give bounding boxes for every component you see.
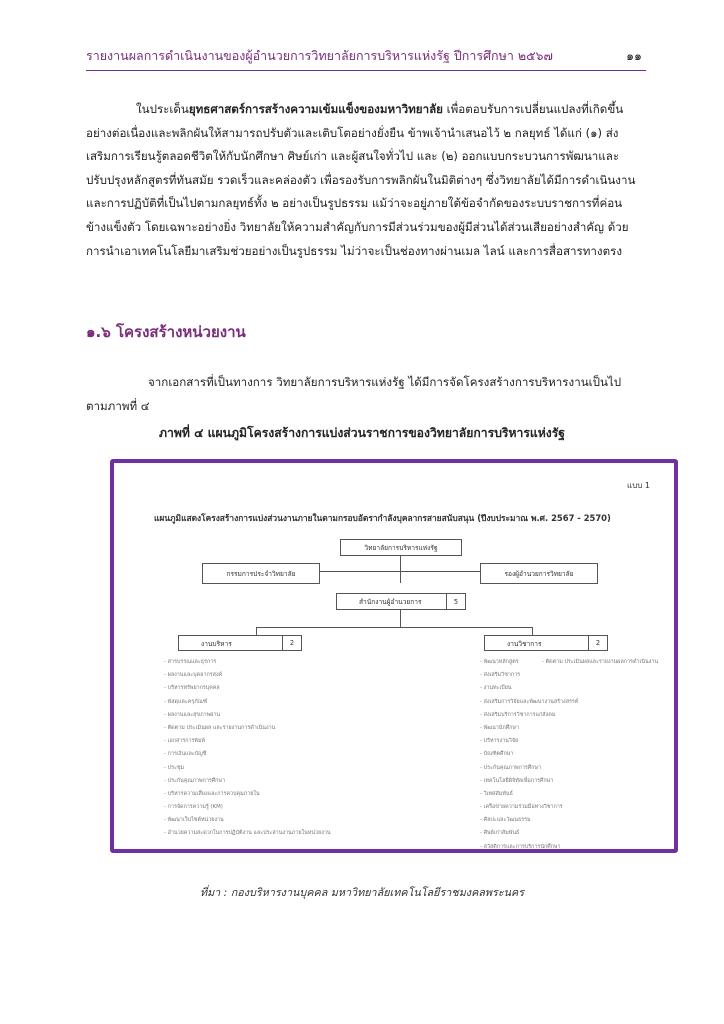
list-item: - พัฒนาเว็บไซต์หน่วยงาน <box>164 817 224 824</box>
running-header <box>86 46 642 72</box>
list-item: - สวัสดิการและการบริการนักศึกษา <box>480 843 561 850</box>
list-item: - พัสดุและครุภัณฑ์ <box>164 698 208 705</box>
intro-rest: เพื่อตอบรับการเปลี่ยนแปลงที่เกิดขึ้นอย่างต่อเนื่องและพลิกผันให้สามารถปรับตัวและเติบโตอย่างยั่งยืน ข้าพเจ้านำเสนอไว้ ๒ กลยุทธ์ ได้แก่ (๑) ส่งเสริมการเรียนรู้ตลอดชีวิตให้กับนักศึกษา ศิษย์เก่า และผู้สนใจทั่วไป และ (๒) ออกแบบกระบวนการพัฒนาและปรับปรุงหลักสูตรที่ทันสมัย รวดเร็วและคล่องตัว เพื่อรองรับการพลิกผันในมิติต่างๆ ซึ่งวิทยาลัยได้มีการดำเนินงานและการปฏิบัติที่เป็นไปตามกลยุทธ์ทั้ง ๒ อย่างเป็นรูปธรรม แม้ว่าจะอยู่ภายใต้ข้อจำกัดของระบบราชการที่ค่อนข้างแข็งตัว โดยเฉพาะอย่างยิ่ง วิทยาลัยให้ความสำคัญกับการมีส่วนร่วมของผู้มีส่วนได้ส่วนเสียอย่างสำคัญ ด้วยการนำเอาเทคโนโลยีมาเสริมช่วยอย่างเป็นรูปธรรม ไม่ว่าจะเป็นช่องทางผ่านเมล ไลน์ และการสื่อสารทางตรง <box>86 102 636 258</box>
list-item: - บริหารความเสี่ยงและการควบคุมภายใน <box>164 790 260 797</box>
org-box-college-label: วิทยาลัยการบริหารแห่งรัฐ <box>364 544 438 552</box>
list-item: - เทคโนโลยีดิจิทัลเพื่อการศึกษา <box>480 777 554 784</box>
list-item: - การเงินและบัญชี <box>164 751 207 758</box>
intro-bold-phrase: ยุทธศาสตร์การสร้างความเข้มแข็งของมหาวิทยาลัย <box>188 102 443 116</box>
org-box-admin-label: งานบริหาร <box>201 639 232 648</box>
org-box-deputy <box>480 563 598 584</box>
admin-task-list <box>164 656 331 841</box>
list-item: - อำนวยความสะดวกในการปฏิบัติงาน และประสานงานภายในหน่วยงาน <box>164 830 331 837</box>
org-box-office-count: 5 <box>446 593 466 610</box>
list-item: - ติดตาม ประเมินผล และรายงานการดำเนินงาน <box>164 724 276 731</box>
list-item: - การจัดการความรู้ (KM) <box>164 804 223 811</box>
form-label: แบบ 1 <box>627 481 650 490</box>
list-item: - เอกสารการพิมพ์ <box>164 738 206 745</box>
header-divider <box>86 70 646 71</box>
org-chart-figure <box>110 459 678 853</box>
list-item: - เครือข่ายความร่วมมือทางวิชาการ <box>480 804 563 811</box>
page-number: ๑๑ <box>626 48 642 63</box>
list-item: - พัฒนาหลักสูตร <box>480 659 519 665</box>
connector-line <box>256 627 532 628</box>
list-item: - ส่งเสริมบริการวิชาการแก่สังคม <box>480 711 556 718</box>
org-box-office <box>336 593 466 610</box>
list-item: - ศิลปะและวัฒนธรรม <box>480 817 531 824</box>
org-box-deputy-label: รองผู้อำนวยการวิทยาลัย <box>504 570 574 578</box>
list-item: - บริหารงานวิจัย <box>480 738 519 745</box>
connector-line <box>256 627 257 635</box>
section-paragraph: จากเอกสารที่เป็นทางการ วิทยาลัยการบริหารแห่งรัฐ ได้มีการจัดโครงสร้างการบริหารงานเป็นไปตามภาพที่ ๔ <box>86 375 622 413</box>
intro-paragraph <box>86 98 642 263</box>
list-item: - สารบรรณและธุรการ <box>164 659 217 665</box>
org-box-academic-count: 2 <box>588 635 608 651</box>
org-box-committee-label: กรรมการประจำวิทยาลัย <box>226 570 296 578</box>
list-item: - บริหารทรัพยากรบุคคล <box>164 685 220 692</box>
connector-line <box>320 571 480 572</box>
intro-lead: ในประเด็น <box>136 102 189 116</box>
list-item: - ประชุม <box>164 764 185 771</box>
figure-source: ที่มา : กองบริหารงานบุคคล มหาวิทยาลัยเทคโนโลยีราชมงคลพระนคร <box>199 886 525 899</box>
org-box-committee <box>202 563 320 584</box>
list-item: - ส่งเสริมวิชาการ <box>480 672 521 679</box>
org-box-college <box>340 539 462 556</box>
org-box-office-label: สำนักงานผู้อำนวยการ <box>359 598 422 606</box>
list-item: - ประกันคุณภาพการศึกษา <box>480 764 542 771</box>
list-item: - งานทะเบียน <box>480 685 512 692</box>
list-item: - วิเทศสัมพันธ์ <box>480 790 513 797</box>
connector-line <box>400 555 401 583</box>
list-item: - พัฒนานักศึกษา <box>480 724 520 731</box>
list-item: - ศิษย์เก่าสัมพันธ์ <box>480 830 520 837</box>
org-chart-title: แผนภูมิแสดงโครงสร้างการแบ่งส่วนงานภายในตามกรอบอัตรากำลังบุคลากรสายสนับสนุน (ปีงบประมาณ พ.ศ. 2567 - 2570) <box>154 513 611 523</box>
list-item: - ผลงานและสุขภาพผ่าน <box>164 711 221 718</box>
list-item: - ประกันคุณภาพการศึกษา <box>164 777 226 784</box>
academic-extra-item: - ติดตาม ประเมินผลและรายงานผลการดำเนินงาน <box>542 659 659 665</box>
figure-caption: ภาพที่ ๔ แผนภูมิโครงสร้างการแบ่งส่วนราชการของวิทยาลัยการบริหารแห่งรัฐ <box>158 426 566 440</box>
org-box-academic-label: งานวิชาการ <box>507 639 542 648</box>
org-box-admin-count: 2 <box>282 635 302 651</box>
academic-task-list <box>480 656 578 854</box>
connector-line <box>532 627 533 635</box>
org-box-admin <box>178 635 302 651</box>
header-title: รายงานผลการดำเนินงานของผู้อำนวยการวิทยาลัยการบริหารแห่งรัฐ ปีการศึกษา ๒๕๖๗ <box>86 48 553 63</box>
list-item: - ส่งเสริมการวิจัยและพัฒนางานสร้างสรรค์ <box>480 698 579 705</box>
section-heading: ๑.๖ โครงสร้างหน่วยงาน <box>86 323 246 341</box>
list-item: - บัณฑิตศึกษา <box>480 751 514 758</box>
list-item: - ผลงานและบุคลากรสงค์ <box>164 672 223 679</box>
org-box-academic <box>484 635 608 651</box>
